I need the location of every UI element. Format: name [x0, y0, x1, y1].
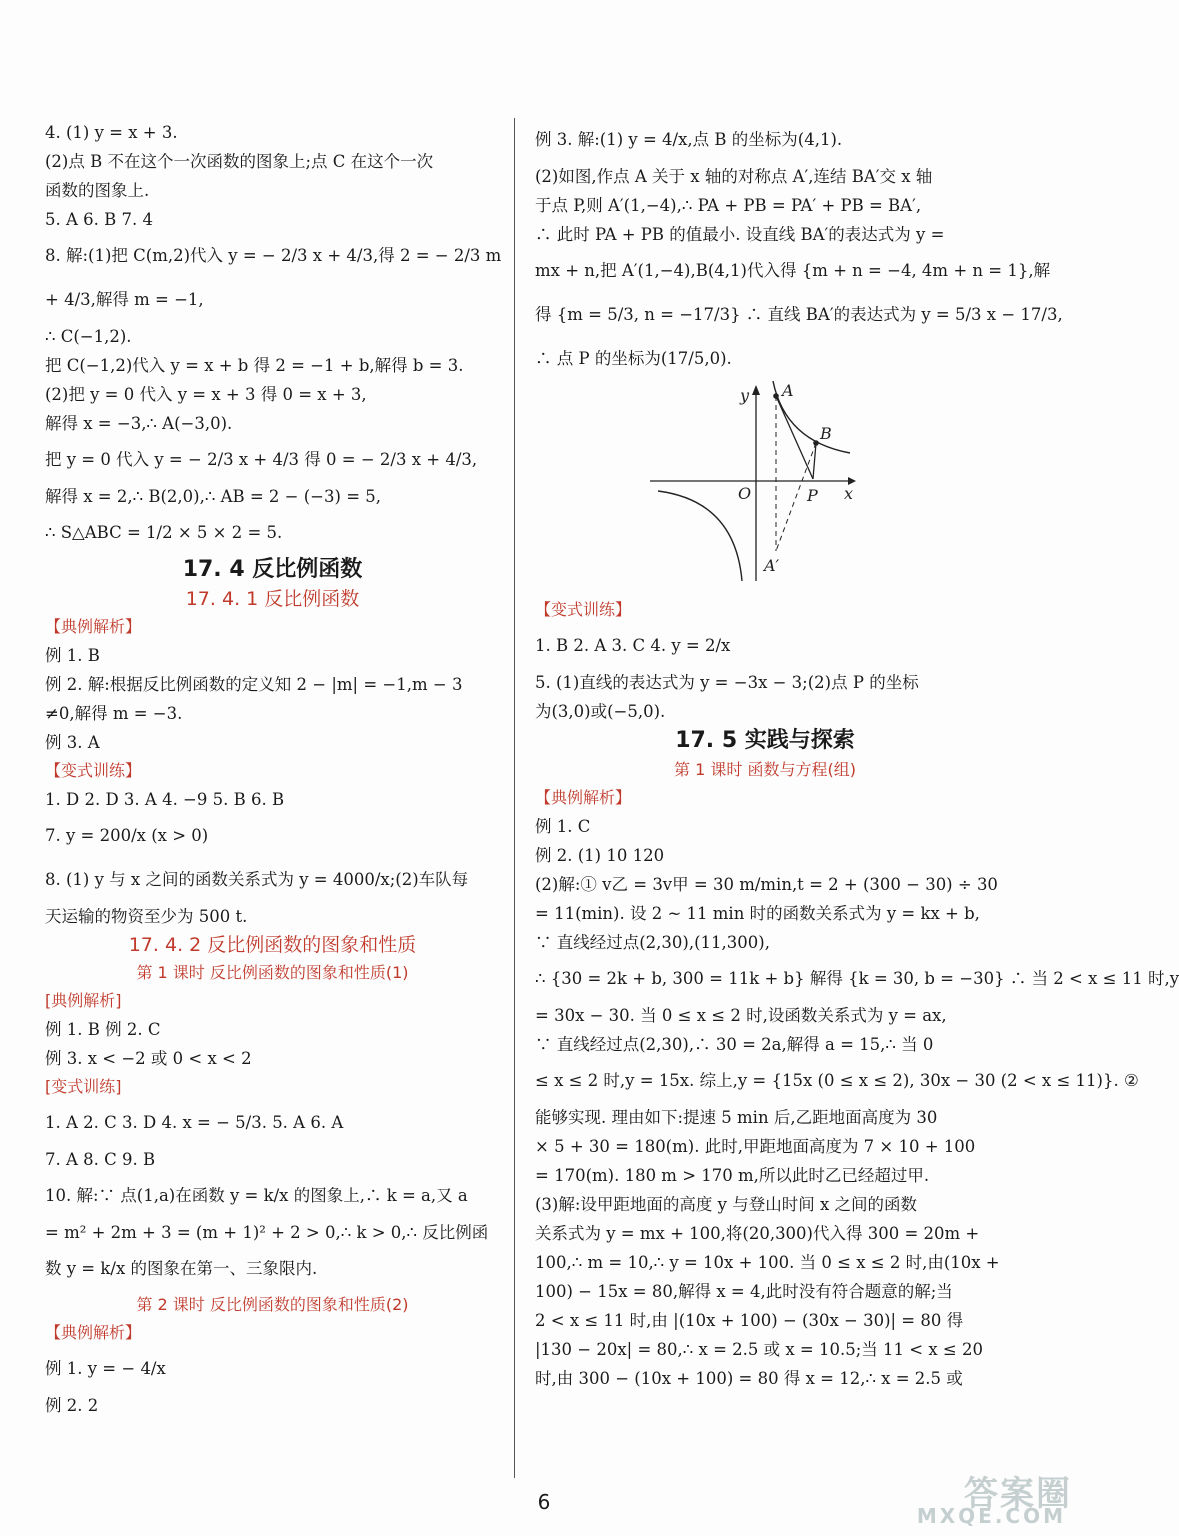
- left-line-1: (2)点 B 不在这个一次函数的图象上;点 C 在这个一次: [45, 152, 434, 171]
- right-top-line-3: ∴ 此时 PA + PB 的值最小. 设直线 BA′的表达式为 y =: [535, 225, 945, 244]
- left-line-30: [变式训练]: [45, 1077, 122, 1096]
- left-line-10: 把 y = 0 代入 y = − 2/3 x + 4/3 得 0 = − 2/3 x + 4/3,: [45, 450, 478, 469]
- left-line-0: 4. (1) y = x + 3.: [45, 123, 178, 142]
- right-top-line-1: (2)如图,作点 A 关于 x 轴的对称点 A′,连结 BA′交 x 轴: [535, 167, 933, 186]
- left-line-18: ≠0,解得 m = −3.: [45, 704, 183, 723]
- left-line-27: [典例解析]: [45, 991, 122, 1010]
- right-bottom-line-16: 能够实现. 理由如下:提速 5 min 后,乙距地面高度为 30: [535, 1108, 938, 1127]
- right-bottom-line-10: = 11(min). 设 2 ~ 11 min 时的函数关系式为 y = kx + b,: [535, 904, 980, 923]
- right-bottom-line-7: 例 1. C: [535, 817, 591, 836]
- y-axis-label: y: [740, 386, 750, 405]
- right-bottom-line-0: 【变式训练】: [535, 600, 632, 619]
- left-line-14: 17. 4. 1 反比例函数: [185, 588, 360, 610]
- right-bottom-line-18: = 170(m). 180 m > 170 m,所以此时乙已经超过甲.: [535, 1166, 930, 1185]
- right-bottom-line-5: 第 1 课时 函数与方程(组): [674, 760, 856, 779]
- watermark-url: MXQE.COM: [916, 1504, 1066, 1528]
- left-line-3: 5. A 6. B 7. 4: [45, 210, 153, 229]
- left-line-13: 17. 4 反比例函数: [182, 557, 363, 582]
- right-bottom-line-21: 100,∴ m = 10,∴ y = 10x + 100. 当 0 ≤ x ≤ 2 时,由(10x +: [535, 1253, 1000, 1272]
- left-line-31: 1. A 2. C 3. D 4. x = − 5/3. 5. A 6. A: [45, 1113, 344, 1132]
- left-line-20: 【变式训练】: [45, 761, 142, 780]
- right-bottom-line-11: ∵ 直线经过点(2,30),(11,300),: [535, 933, 770, 952]
- right-bottom-line-12: ∴ {30 = 2k + b, 300 = 11k + b} 解得 {k = 30, b = −30} ∴ 当 2 < x ≤ 11 时,y: [535, 969, 1179, 988]
- left-line-28: 例 1. B 例 2. C: [45, 1020, 161, 1039]
- left-line-39: 例 2. 2: [45, 1396, 99, 1415]
- left-line-11: 解得 x = 2,∴ B(2,0),∴ AB = 2 − (−3) = 5,: [45, 487, 382, 506]
- left-line-29: 例 3. x < −2 或 0 < x < 2: [45, 1049, 252, 1068]
- left-line-21: 1. D 2. D 3. A 4. −9 5. B 6. B: [45, 790, 285, 809]
- left-line-37: 【典例解析】: [45, 1323, 142, 1342]
- left-line-25: 17. 4. 2 反比例函数的图象和性质: [128, 934, 417, 956]
- left-line-2: 函数的图象上.: [45, 181, 150, 200]
- left-line-33: 10. 解:∵ 点(1,a)在函数 y = k/x 的图象上,∴ k = a,又 a: [45, 1186, 468, 1205]
- left-line-16: 例 1. B: [45, 646, 100, 665]
- watermark-text: 答案圈: [964, 1474, 1072, 1514]
- left-line-22: 7. y = 200/x (x > 0): [45, 826, 209, 845]
- left-line-8: (2)把 y = 0 代入 y = x + 3 得 0 = x + 3,: [45, 385, 367, 404]
- left-line-38: 例 1. y = − 4/x: [45, 1359, 166, 1378]
- point-p-label: P: [807, 486, 818, 505]
- x-axis-label: x: [844, 484, 854, 503]
- right-bottom-line-3: 为(3,0)或(−5,0).: [535, 702, 666, 721]
- left-column: [45, 118, 500, 1420]
- hyperbola-graph: [535, 381, 995, 596]
- point-a-label: A: [782, 381, 794, 400]
- right-top-line-4: mx + n,把 A′(1,−4),B(4,1)代入得 {m + n = −4, 4m + n = 1},解: [535, 261, 1051, 280]
- origin-label: O: [738, 484, 752, 503]
- left-line-17: 例 2. 解:根据反比例函数的定义知 2 − |m| = −1,m − 3: [45, 675, 463, 694]
- left-line-24: 天运输的物资至少为 500 t.: [45, 907, 248, 926]
- left-line-26: 第 1 课时 反比例函数的图象和性质(1): [136, 963, 409, 982]
- right-bottom-line-8: 例 2. (1) 10 120: [535, 846, 665, 865]
- right-bottom-line-20: 关系式为 y = mx + 100,将(20,300)代入得 300 = 20m +: [535, 1224, 980, 1243]
- right-bottom-line-13: = 30x − 30. 当 0 ≤ x ≤ 2 时,设函数关系式为 y = ax,: [535, 1006, 947, 1025]
- right-bottom-line-24: |130 − 20x| = 80,∴ x = 2.5 或 x = 10.5;当 11 < x ≤ 20: [535, 1340, 983, 1359]
- right-bottom-line-19: (3)解:设甲距地面的高度 y 与登山时间 x 之间的函数: [535, 1195, 918, 1214]
- right-bottom-line-6: 【典例解析】: [535, 788, 632, 807]
- watermark-logo: [906, 1466, 1076, 1528]
- right-bottom-line-14: ∵ 直线经过点(2,30),∴ 30 = 2a,解得 a = 15,∴ 当 0: [535, 1035, 934, 1054]
- right-bottom-line-4: 17. 5 实践与探索: [675, 728, 855, 753]
- right-bottom-line-23: 2 < x ≤ 11 时,由 |(10x + 100) − (30x − 30)| = 80 得: [535, 1311, 964, 1330]
- right-column: [535, 118, 1179, 1393]
- right-top-line-6: ∴ 点 P 的坐标为(17/5,0).: [535, 349, 732, 368]
- coordinate-diagram: [650, 381, 890, 596]
- right-bottom-line-22: 100) − 15x = 80,解得 x = 4,此时没有符合题意的解;当: [535, 1282, 953, 1301]
- left-line-15: 【典例解析】: [45, 617, 142, 636]
- right-top-line-0: 例 3. 解:(1) y = 4/x,点 B 的坐标为(4,1).: [535, 130, 843, 149]
- right-top-line-2: 于点 P,则 A′(1,−4),∴ PA + PB = PA′ + PB = BA′,: [535, 196, 922, 215]
- left-line-7: 把 C(−1,2)代入 y = x + b 得 2 = −1 + b,解得 b = 3.: [45, 356, 464, 375]
- left-line-4: 8. 解:(1)把 C(m,2)代入 y = − 2/3 x + 4/3,得 2 = − 2/3 m: [45, 246, 502, 265]
- right-bottom-line-25: 时,由 300 − (10x + 100) = 80 得 x = 12,∴ x = 2.5 或: [535, 1369, 963, 1388]
- right-bottom-line-17: × 5 + 30 = 180(m). 此时,甲距地面高度为 7 × 10 + 100: [535, 1137, 976, 1156]
- point-b-label: B: [820, 424, 832, 443]
- practice-and-section-17-5: [535, 596, 1179, 1393]
- left-line-9: 解得 x = −3,∴ A(−3,0).: [45, 414, 233, 433]
- left-line-34: = m² + 2m + 3 = (m + 1)² + 2 > 0,∴ k > 0,∴ 反比例函: [45, 1223, 489, 1242]
- right-bottom-line-9: (2)解:① v乙 = 3v甲 = 30 m/min,t = 2 + (300 − 30) ÷ 30: [535, 875, 998, 894]
- right-bottom-line-15: ≤ x ≤ 2 时,y = 15x. 综上,y = {15x (0 ≤ x ≤ 2), 30x − 30 (2 < x ≤ 11)}. ②: [535, 1071, 1139, 1090]
- left-line-6: ∴ C(−1,2).: [45, 327, 132, 346]
- column-divider: [514, 118, 515, 1478]
- left-line-12: ∴ S△ABC = 1/2 × 5 × 2 = 5.: [45, 523, 283, 542]
- left-line-36: 第 2 课时 反比例函数的图象和性质(2): [136, 1295, 409, 1314]
- left-line-35: 数 y = k/x 的图象在第一、三象限内.: [45, 1259, 318, 1278]
- left-line-32: 7. A 8. C 9. B: [45, 1150, 156, 1169]
- right-bottom-line-1: 1. B 2. A 3. C 4. y = 2/x: [535, 636, 731, 655]
- point-a-prime-label: A′: [764, 556, 780, 575]
- left-line-5: + 4/3,解得 m = −1,: [45, 290, 204, 309]
- right-top-line-5: 得 {m = 5/3, n = −17/3} ∴ 直线 BA′的表达式为 y = 5/3 x − 17/3,: [535, 305, 1063, 324]
- page-number: 6: [537, 1490, 551, 1514]
- example-3-solution: [535, 118, 1063, 381]
- left-line-19: 例 3. A: [45, 733, 100, 752]
- left-line-23: 8. (1) y 与 x 之间的函数关系式为 y = 4000/x;(2)车队每: [45, 870, 469, 889]
- right-bottom-line-2: 5. (1)直线的表达式为 y = −3x − 3;(2)点 P 的坐标: [535, 673, 919, 692]
